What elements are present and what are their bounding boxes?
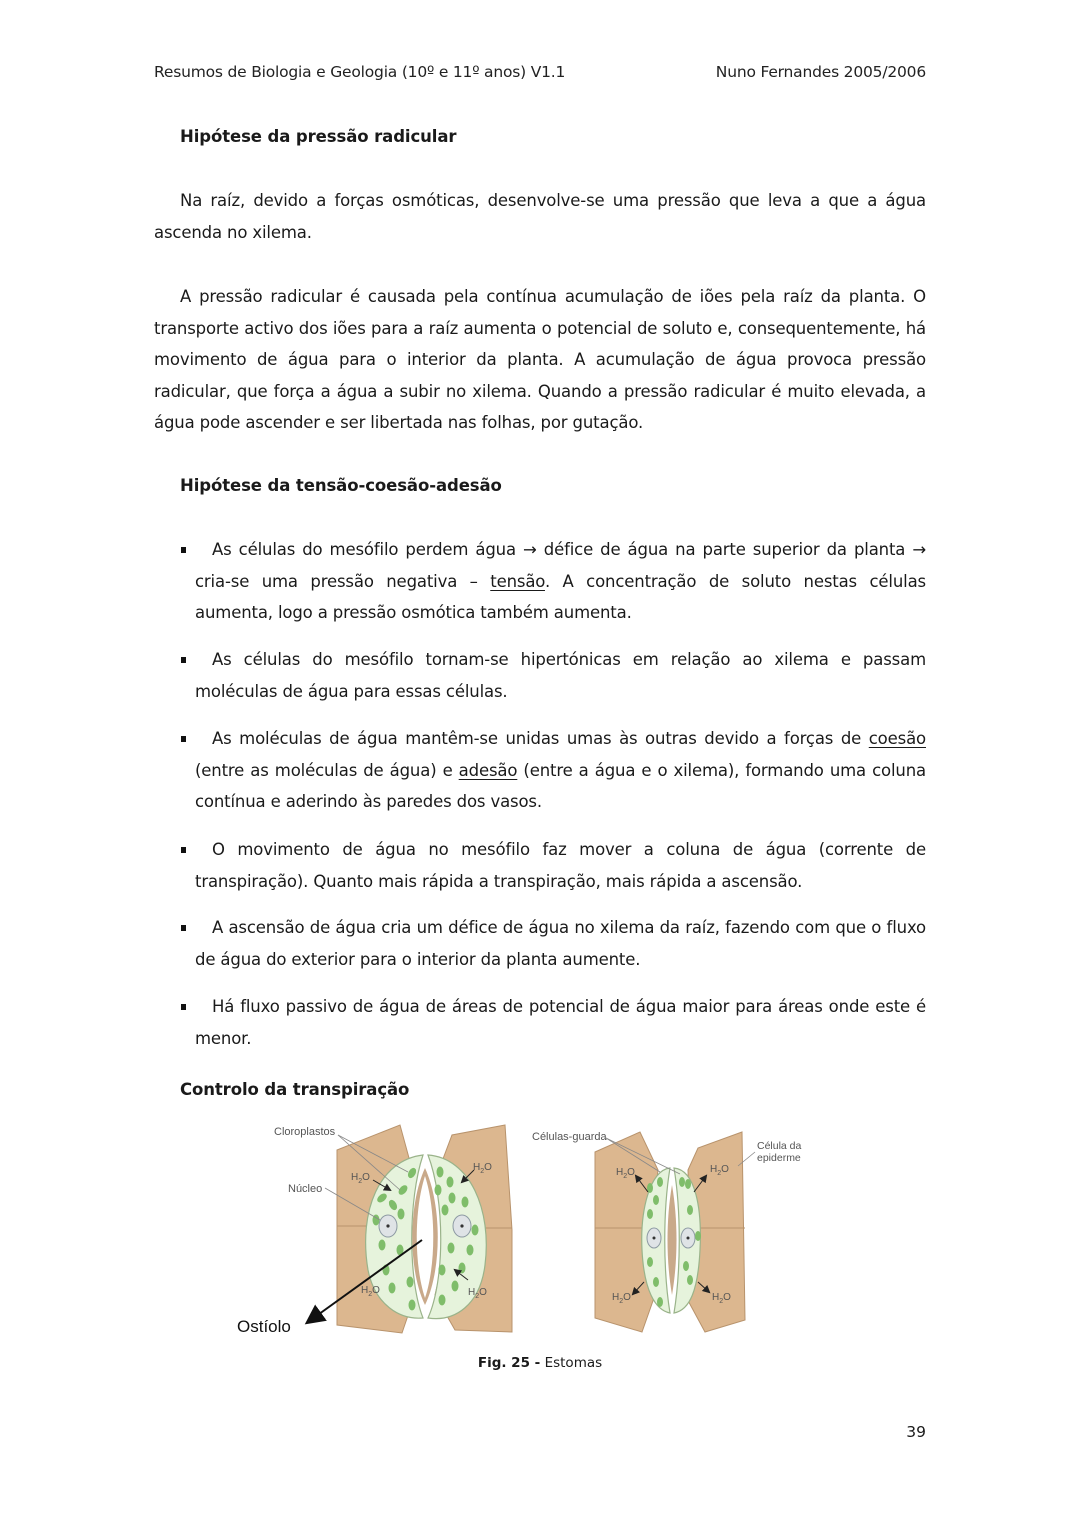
label-epidermis-cell-line2: epiderme [757, 1152, 801, 1164]
underlined-term: coesão [868, 729, 926, 748]
bullet-item [195, 991, 926, 1054]
label-epidermis-cell-line1: Célula da [757, 1140, 802, 1152]
bullet-text: Há fluxo passivo de água de áreas de potencial de água maior para áreas onde este é menor. [195, 997, 926, 1048]
label-nucleus: Núcleo [288, 1183, 323, 1195]
label-chloroplasts: Cloroplastos [274, 1126, 336, 1138]
page-number: 39 [906, 1423, 926, 1441]
paragraph-text: Na raíz, devido a forças osmóticas, desenvolve-se uma pressão que leva a que a água ascenda no xilema. [154, 191, 926, 242]
bullet-text: (entre as moléculas de água) e [195, 760, 459, 780]
bullet-text: As moléculas de água mantêm-se unidas umas às outras devido a forças de [212, 729, 869, 748]
running-header-author: Nuno Fernandes 2005/2006 [715, 63, 926, 81]
running-header-title: Resumos de Biologia e Geologia (10º e 11º anos) V1.1 [154, 63, 566, 81]
underlined-term: adesão [458, 760, 518, 780]
bullet-text: As células do mesófilo perdem água → défice de água na parte superior da planta → cria-se uma pressão negativa – [195, 540, 926, 591]
label-ostiole: Ostíolo [237, 1317, 291, 1336]
label-guard-cells: Células-guarda [532, 1131, 607, 1143]
square-bullet-icon [181, 925, 186, 931]
svg-text:H2O: $H_2O$ [712, 1292, 731, 1305]
svg-text:H2O: $H_2O$ [710, 1164, 729, 1177]
svg-text:H2O: $H_2O$ [473, 1162, 492, 1175]
paragraph [154, 185, 926, 248]
bullet-text: As células do mesófilo tornam-se hipertónicas em relação ao xilema e passam moléculas de água para essas células. [195, 650, 926, 701]
figure-caption [0, 1355, 1080, 1371]
svg-text:H2O: $H_2O$ [468, 1287, 487, 1300]
bullet-item [195, 534, 926, 629]
caption-text: Estomas [540, 1355, 603, 1371]
paragraph-text: A pressão radicular é causada pela contínua acumulação de iões pela raíz da planta. O transporte activo dos iões para a raíz aumenta o potencial de soluto e, consequentemente, há movimento de água para o interior da planta. A acumulação de água provoca pressão radicular, que força a água a subir no xilema. Quando a pressão radicular é muito elevada, a água pode ascender e ser libertada nas folhas, por gutação. [154, 287, 926, 432]
svg-text:H2O: $H_2O$ [351, 1172, 370, 1185]
stomata-figure [230, 1110, 820, 1350]
bullet-text: O movimento de água no mesófilo faz mover a coluna de água (corrente de transpiração). Quanto mais rápida a transpiração, mais rápida a ascensão. [195, 840, 926, 891]
section-heading-transpiration-control: Controlo da transpiração [180, 1080, 410, 1099]
svg-text:H2O: $H_2O$ [612, 1292, 631, 1305]
caption-label: Fig. 25 - [477, 1355, 541, 1371]
section-heading-root-pressure: Hipótese da pressão radicular [180, 127, 457, 146]
square-bullet-icon [181, 1004, 186, 1010]
svg-text:H2O: $H_2O$ [361, 1285, 380, 1298]
open-stoma-diagram [237, 1125, 512, 1336]
bullet-item [195, 834, 926, 897]
closed-stoma-diagram [532, 1131, 802, 1332]
underlined-term: tensão [490, 571, 545, 591]
square-bullet-icon [181, 657, 186, 663]
section-heading-tension-cohesion: Hipótese da tensão-coesão-adesão [180, 476, 502, 495]
bullet-item [195, 912, 926, 975]
svg-text:H2O: $H_2O$ [616, 1167, 635, 1180]
square-bullet-icon [181, 847, 186, 853]
bullet-text: (entre a água e o xilema), formando uma coluna contínua e aderindo às paredes dos vasos. [195, 760, 926, 811]
bullet-text: A ascensão de água cria um défice de água no xilema da raíz, fazendo com que o fluxo de água do exterior para o interior da planta aumente. [195, 918, 926, 969]
paragraph [154, 281, 926, 439]
bullet-item [195, 644, 926, 707]
bullet-item [195, 723, 926, 818]
square-bullet-icon [181, 547, 186, 553]
bullet-text: . A concentração de soluto nestas células aumenta, logo a pressão osmótica também aumenta. [195, 571, 926, 622]
square-bullet-icon [181, 736, 186, 742]
